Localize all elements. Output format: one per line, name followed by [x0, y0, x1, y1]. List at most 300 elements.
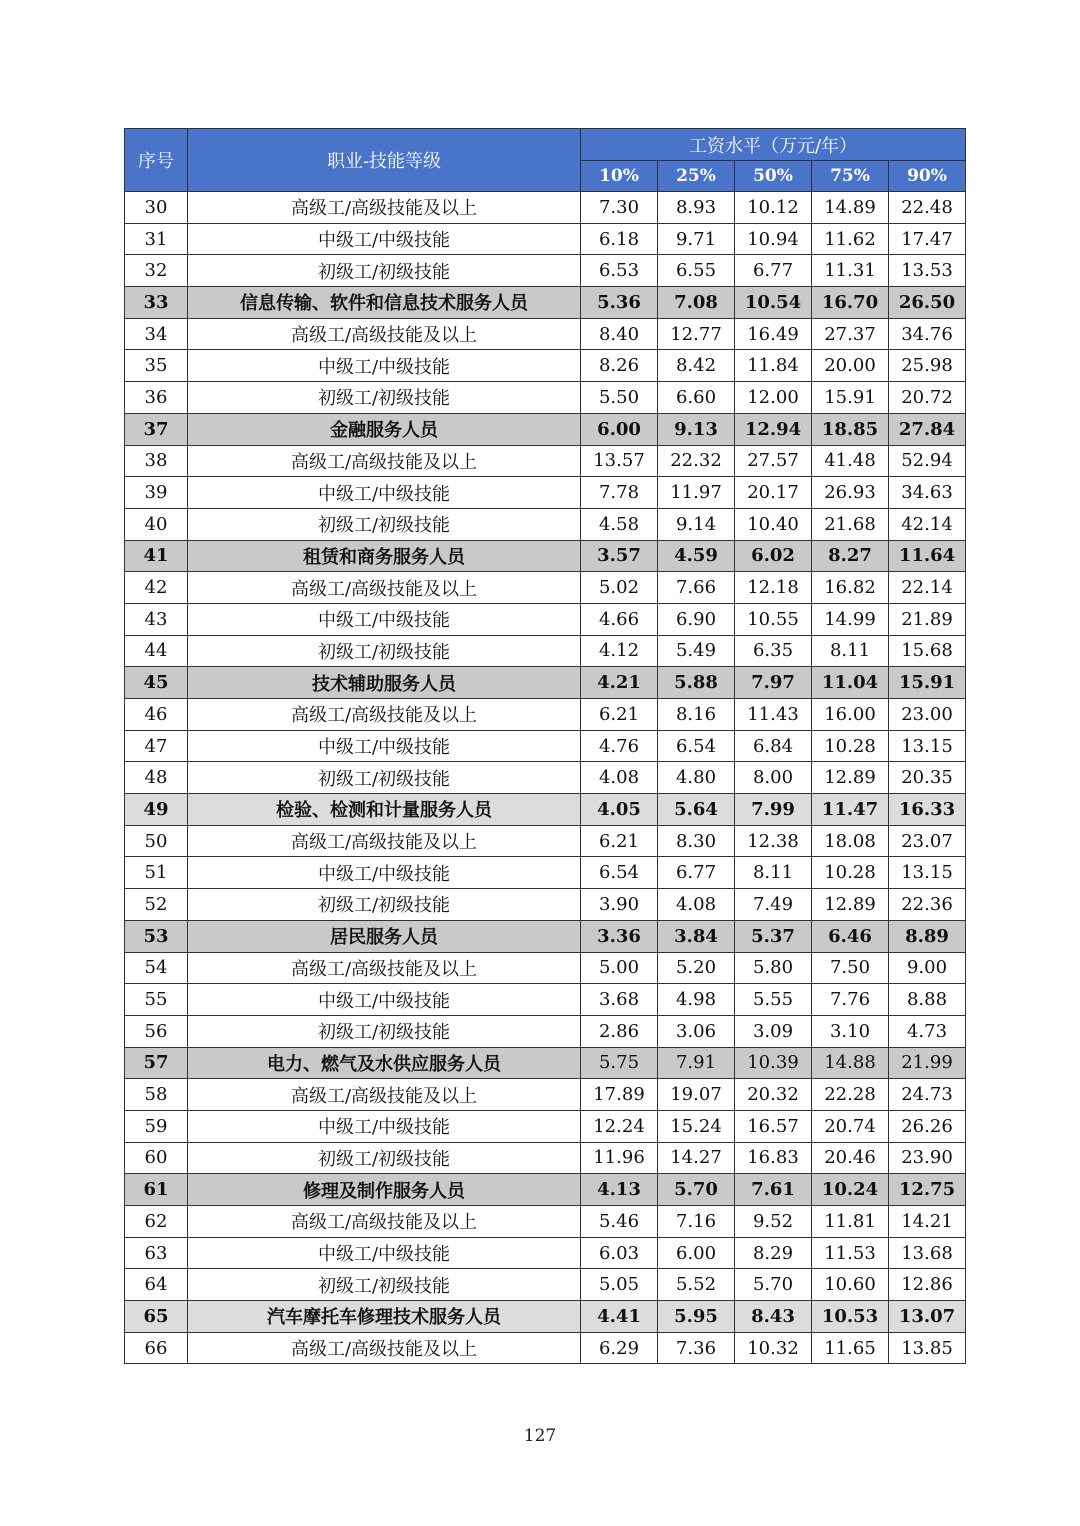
wage-value: 10.53 [812, 1301, 889, 1333]
wage-value: 3.68 [581, 984, 658, 1016]
wage-value: 5.52 [658, 1269, 735, 1301]
occupation-name: 中级工/中级技能 [188, 984, 581, 1016]
wage-value: 7.16 [658, 1206, 735, 1238]
table-row [125, 1110, 966, 1142]
table-row [125, 1206, 966, 1238]
wage-value: 23.07 [889, 825, 966, 857]
occupation-name: 高级工/高级技能及以上 [188, 1332, 581, 1364]
row-number: 48 [125, 762, 188, 794]
wage-value: 15.91 [812, 382, 889, 414]
occupation-name: 高级工/高级技能及以上 [188, 699, 581, 731]
row-number: 45 [125, 667, 188, 699]
wage-value: 52.94 [889, 445, 966, 477]
wage-value: 14.27 [658, 1142, 735, 1174]
wage-value: 26.50 [889, 287, 966, 319]
category-row [125, 794, 966, 826]
row-number: 30 [125, 192, 188, 224]
wage-value: 5.00 [581, 952, 658, 984]
wage-value: 11.97 [658, 477, 735, 509]
wage-value: 6.29 [581, 1332, 658, 1364]
wage-value: 20.46 [812, 1142, 889, 1174]
wage-value: 22.36 [889, 889, 966, 921]
wage-value: 13.68 [889, 1237, 966, 1269]
table-row [125, 1332, 966, 1364]
wage-value: 5.05 [581, 1269, 658, 1301]
wage-value: 7.49 [735, 889, 812, 921]
table-row [125, 508, 966, 540]
wage-value: 20.35 [889, 762, 966, 794]
occupation-name: 中级工/中级技能 [188, 603, 581, 635]
wage-value: 3.57 [581, 540, 658, 572]
wage-value: 8.27 [812, 540, 889, 572]
wage-value: 10.40 [735, 508, 812, 540]
wage-value: 20.00 [812, 350, 889, 382]
occupation-name: 初级工/初级技能 [188, 1015, 581, 1047]
wage-value: 16.82 [812, 572, 889, 604]
wage-value: 11.04 [812, 667, 889, 699]
occupation-name: 高级工/高级技能及以上 [188, 318, 581, 350]
row-number: 54 [125, 952, 188, 984]
wage-value: 4.08 [581, 762, 658, 794]
wage-value: 12.00 [735, 382, 812, 414]
wage-value: 4.41 [581, 1301, 658, 1333]
wage-value: 4.76 [581, 730, 658, 762]
row-number: 34 [125, 318, 188, 350]
row-number: 40 [125, 508, 188, 540]
wage-value: 7.50 [812, 952, 889, 984]
category-row [125, 1047, 966, 1079]
table-row [125, 603, 966, 635]
wage-value: 18.08 [812, 825, 889, 857]
table-row [125, 889, 966, 921]
wage-value: 5.70 [658, 1174, 735, 1206]
row-number: 37 [125, 413, 188, 445]
wage-value: 5.20 [658, 952, 735, 984]
wage-value: 11.47 [812, 794, 889, 826]
occupation-name: 高级工/高级技能及以上 [188, 572, 581, 604]
header-p25: 25% [658, 161, 735, 192]
row-number: 56 [125, 1015, 188, 1047]
table-row [125, 350, 966, 382]
occupation-name: 检验、检测和计量服务人员 [188, 794, 581, 826]
wage-value: 10.55 [735, 603, 812, 635]
wage-value: 7.08 [658, 287, 735, 319]
wage-value: 23.90 [889, 1142, 966, 1174]
table-body [125, 192, 966, 1364]
wage-value: 5.88 [658, 667, 735, 699]
wage-value: 20.32 [735, 1079, 812, 1111]
wage-table [124, 128, 966, 1364]
header-p10: 10% [581, 161, 658, 192]
wage-value: 4.59 [658, 540, 735, 572]
wage-value: 6.54 [658, 730, 735, 762]
table-row [125, 572, 966, 604]
wage-value: 4.66 [581, 603, 658, 635]
wage-value: 21.99 [889, 1047, 966, 1079]
header-p90: 90% [889, 161, 966, 192]
wage-value: 23.00 [889, 699, 966, 731]
occupation-name: 初级工/初级技能 [188, 635, 581, 667]
table-row [125, 192, 966, 224]
occupation-name: 中级工/中级技能 [188, 1110, 581, 1142]
wage-value: 26.93 [812, 477, 889, 509]
wage-value: 5.37 [735, 920, 812, 952]
wage-value: 6.02 [735, 540, 812, 572]
category-row [125, 1301, 966, 1333]
wage-value: 10.60 [812, 1269, 889, 1301]
wage-value: 3.36 [581, 920, 658, 952]
table-row [125, 1079, 966, 1111]
wage-value: 5.70 [735, 1269, 812, 1301]
wage-value: 5.64 [658, 794, 735, 826]
page-number: 127 [523, 1426, 557, 1446]
wage-value: 12.89 [812, 889, 889, 921]
wage-value: 8.00 [735, 762, 812, 794]
wage-value: 4.08 [658, 889, 735, 921]
wage-value: 11.43 [735, 699, 812, 731]
table-row [125, 223, 966, 255]
wage-value: 13.15 [889, 730, 966, 762]
occupation-name: 信息传输、软件和信息技术服务人员 [188, 287, 581, 319]
occupation-name: 汽车摩托车修理技术服务人员 [188, 1301, 581, 1333]
table-row [125, 635, 966, 667]
wage-value: 5.46 [581, 1206, 658, 1238]
occupation-name: 初级工/初级技能 [188, 889, 581, 921]
wage-value: 2.86 [581, 1015, 658, 1047]
wage-value: 18.85 [812, 413, 889, 445]
row-number: 41 [125, 540, 188, 572]
wage-value: 12.86 [889, 1269, 966, 1301]
occupation-name: 中级工/中级技能 [188, 223, 581, 255]
wage-value: 21.89 [889, 603, 966, 635]
wage-value: 4.58 [581, 508, 658, 540]
wage-value: 8.26 [581, 350, 658, 382]
wage-value: 7.66 [658, 572, 735, 604]
table-row [125, 762, 966, 794]
occupation-name: 金融服务人员 [188, 413, 581, 445]
row-number: 60 [125, 1142, 188, 1174]
wage-value: 7.36 [658, 1332, 735, 1364]
occupation-name: 租赁和商务服务人员 [188, 540, 581, 572]
wage-value: 6.55 [658, 255, 735, 287]
wage-value: 16.33 [889, 794, 966, 826]
wage-value: 13.85 [889, 1332, 966, 1364]
occupation-name: 初级工/初级技能 [188, 382, 581, 414]
wage-value: 12.89 [812, 762, 889, 794]
table-row [125, 825, 966, 857]
wage-value: 16.00 [812, 699, 889, 731]
occupation-name: 中级工/中级技能 [188, 857, 581, 889]
occupation-name: 技术辅助服务人员 [188, 667, 581, 699]
wage-value: 13.15 [889, 857, 966, 889]
row-number: 58 [125, 1079, 188, 1111]
wage-value: 7.61 [735, 1174, 812, 1206]
occupation-name: 高级工/高级技能及以上 [188, 952, 581, 984]
wage-value: 11.31 [812, 255, 889, 287]
occupation-name: 电力、燃气及水供应服务人员 [188, 1047, 581, 1079]
wage-value: 20.74 [812, 1110, 889, 1142]
occupation-name: 居民服务人员 [188, 920, 581, 952]
wage-value: 15.91 [889, 667, 966, 699]
row-number: 64 [125, 1269, 188, 1301]
wage-value: 21.68 [812, 508, 889, 540]
wage-value: 8.11 [812, 635, 889, 667]
wage-value: 9.52 [735, 1206, 812, 1238]
category-row [125, 1174, 966, 1206]
wage-value: 12.77 [658, 318, 735, 350]
wage-value: 22.32 [658, 445, 735, 477]
row-number: 49 [125, 794, 188, 826]
wage-value: 10.32 [735, 1332, 812, 1364]
wage-value: 12.38 [735, 825, 812, 857]
wage-value: 5.75 [581, 1047, 658, 1079]
wage-value: 4.13 [581, 1174, 658, 1206]
wage-value: 4.98 [658, 984, 735, 1016]
wage-value: 11.96 [581, 1142, 658, 1174]
wage-value: 19.07 [658, 1079, 735, 1111]
wage-value: 12.18 [735, 572, 812, 604]
wage-value: 12.94 [735, 413, 812, 445]
wage-value: 34.76 [889, 318, 966, 350]
wage-value: 8.16 [658, 699, 735, 731]
wage-value: 4.21 [581, 667, 658, 699]
row-number: 63 [125, 1237, 188, 1269]
wage-value: 10.54 [735, 287, 812, 319]
wage-value: 6.35 [735, 635, 812, 667]
occupation-name: 初级工/初级技能 [188, 1142, 581, 1174]
wage-value: 11.64 [889, 540, 966, 572]
occupation-name: 高级工/高级技能及以上 [188, 825, 581, 857]
occupation-name: 高级工/高级技能及以上 [188, 1079, 581, 1111]
occupation-name: 中级工/中级技能 [188, 350, 581, 382]
occupation-name: 高级工/高级技能及以上 [188, 192, 581, 224]
wage-value: 4.12 [581, 635, 658, 667]
wage-value: 3.84 [658, 920, 735, 952]
wage-value: 4.05 [581, 794, 658, 826]
wage-value: 14.89 [812, 192, 889, 224]
row-number: 61 [125, 1174, 188, 1206]
wage-value: 6.21 [581, 699, 658, 731]
occupation-name: 中级工/中级技能 [188, 477, 581, 509]
wage-value: 10.28 [812, 857, 889, 889]
row-number: 38 [125, 445, 188, 477]
table-row [125, 382, 966, 414]
wage-value: 34.63 [889, 477, 966, 509]
wage-value: 11.53 [812, 1237, 889, 1269]
wage-value: 5.80 [735, 952, 812, 984]
wage-value: 8.43 [735, 1301, 812, 1333]
row-number: 57 [125, 1047, 188, 1079]
row-number: 42 [125, 572, 188, 604]
wage-value: 8.11 [735, 857, 812, 889]
table-row [125, 699, 966, 731]
wage-value: 16.83 [735, 1142, 812, 1174]
table-header [125, 129, 966, 192]
row-number: 33 [125, 287, 188, 319]
wage-value: 26.26 [889, 1110, 966, 1142]
wage-value: 6.53 [581, 255, 658, 287]
table-row [125, 952, 966, 984]
row-number: 31 [125, 223, 188, 255]
table-row [125, 984, 966, 1016]
wage-value: 5.49 [658, 635, 735, 667]
occupation-name: 中级工/中级技能 [188, 730, 581, 762]
wage-value: 5.95 [658, 1301, 735, 1333]
wage-value: 7.76 [812, 984, 889, 1016]
wage-value: 5.36 [581, 287, 658, 319]
wage-value: 20.17 [735, 477, 812, 509]
wage-value: 27.84 [889, 413, 966, 445]
table-row [125, 730, 966, 762]
wage-value: 8.93 [658, 192, 735, 224]
table-row [125, 857, 966, 889]
wage-value: 16.70 [812, 287, 889, 319]
wage-value: 14.21 [889, 1206, 966, 1238]
wage-value: 6.84 [735, 730, 812, 762]
wage-value: 11.81 [812, 1206, 889, 1238]
wage-value: 11.62 [812, 223, 889, 255]
row-number: 35 [125, 350, 188, 382]
table-row [125, 477, 966, 509]
category-row [125, 667, 966, 699]
wage-value: 3.90 [581, 889, 658, 921]
wage-value: 22.28 [812, 1079, 889, 1111]
wage-value: 7.99 [735, 794, 812, 826]
wage-value: 3.06 [658, 1015, 735, 1047]
wage-value: 10.39 [735, 1047, 812, 1079]
table-row [125, 1142, 966, 1174]
wage-value: 16.57 [735, 1110, 812, 1142]
row-number: 44 [125, 635, 188, 667]
row-number: 50 [125, 825, 188, 857]
wage-value: 8.88 [889, 984, 966, 1016]
category-row [125, 920, 966, 952]
wage-value: 13.07 [889, 1301, 966, 1333]
wage-value: 10.12 [735, 192, 812, 224]
wage-value: 6.54 [581, 857, 658, 889]
wage-value: 17.47 [889, 223, 966, 255]
row-number: 66 [125, 1332, 188, 1364]
wage-value: 6.77 [658, 857, 735, 889]
wage-value: 8.40 [581, 318, 658, 350]
table-row [125, 1269, 966, 1301]
wage-value: 5.50 [581, 382, 658, 414]
wage-value: 6.46 [812, 920, 889, 952]
wage-value: 17.89 [581, 1079, 658, 1111]
wage-value: 22.14 [889, 572, 966, 604]
table-row [125, 1237, 966, 1269]
wage-value: 9.14 [658, 508, 735, 540]
wage-value: 12.75 [889, 1174, 966, 1206]
wage-value: 20.72 [889, 382, 966, 414]
row-number: 46 [125, 699, 188, 731]
wage-value: 41.48 [812, 445, 889, 477]
wage-value: 13.57 [581, 445, 658, 477]
occupation-name: 修理及制作服务人员 [188, 1174, 581, 1206]
occupation-name: 初级工/初级技能 [188, 762, 581, 794]
row-number: 32 [125, 255, 188, 287]
wage-value: 15.24 [658, 1110, 735, 1142]
header-seq: 序号 [125, 129, 188, 192]
wage-value: 3.10 [812, 1015, 889, 1047]
wage-value: 7.97 [735, 667, 812, 699]
row-number: 59 [125, 1110, 188, 1142]
category-row [125, 287, 966, 319]
wage-value: 16.49 [735, 318, 812, 350]
wage-value: 6.60 [658, 382, 735, 414]
row-number: 43 [125, 603, 188, 635]
wage-value: 27.37 [812, 318, 889, 350]
wage-value: 11.84 [735, 350, 812, 382]
wage-value: 5.02 [581, 572, 658, 604]
wage-value: 6.77 [735, 255, 812, 287]
wage-value: 27.57 [735, 445, 812, 477]
header-p50: 50% [735, 161, 812, 192]
table-row [125, 445, 966, 477]
wage-value: 9.71 [658, 223, 735, 255]
row-number: 36 [125, 382, 188, 414]
wage-value: 9.13 [658, 413, 735, 445]
wage-value: 42.14 [889, 508, 966, 540]
wage-value: 14.99 [812, 603, 889, 635]
wage-value: 6.00 [581, 413, 658, 445]
row-number: 65 [125, 1301, 188, 1333]
wage-value: 24.73 [889, 1079, 966, 1111]
wage-value: 22.48 [889, 192, 966, 224]
header-wage: 工资水平（万元/年） [581, 129, 966, 161]
wage-value: 12.24 [581, 1110, 658, 1142]
wage-value: 4.73 [889, 1015, 966, 1047]
row-number: 52 [125, 889, 188, 921]
wage-value: 15.68 [889, 635, 966, 667]
row-number: 47 [125, 730, 188, 762]
wage-value: 8.42 [658, 350, 735, 382]
wage-value: 7.91 [658, 1047, 735, 1079]
wage-value: 6.18 [581, 223, 658, 255]
table-row [125, 255, 966, 287]
occupation-name: 初级工/初级技能 [188, 508, 581, 540]
occupation-name: 初级工/初级技能 [188, 255, 581, 287]
category-row [125, 413, 966, 445]
wage-value: 7.30 [581, 192, 658, 224]
occupation-name: 初级工/初级技能 [188, 1269, 581, 1301]
wage-value: 10.24 [812, 1174, 889, 1206]
header-p75: 75% [812, 161, 889, 192]
occupation-name: 高级工/高级技能及以上 [188, 1206, 581, 1238]
wage-value: 6.21 [581, 825, 658, 857]
occupation-name: 中级工/中级技能 [188, 1237, 581, 1269]
table-row [125, 1015, 966, 1047]
wage-value: 6.90 [658, 603, 735, 635]
wage-value: 11.65 [812, 1332, 889, 1364]
table-row [125, 318, 966, 350]
wage-value: 8.30 [658, 825, 735, 857]
wage-value: 8.89 [889, 920, 966, 952]
wage-value: 7.78 [581, 477, 658, 509]
wage-value: 10.28 [812, 730, 889, 762]
row-number: 53 [125, 920, 188, 952]
wage-value: 5.55 [735, 984, 812, 1016]
wage-value: 13.53 [889, 255, 966, 287]
row-number: 55 [125, 984, 188, 1016]
row-number: 51 [125, 857, 188, 889]
occupation-name: 高级工/高级技能及以上 [188, 445, 581, 477]
wage-value: 25.98 [889, 350, 966, 382]
wage-value: 6.03 [581, 1237, 658, 1269]
wage-value: 3.09 [735, 1015, 812, 1047]
wage-value: 10.94 [735, 223, 812, 255]
wage-value: 6.00 [658, 1237, 735, 1269]
